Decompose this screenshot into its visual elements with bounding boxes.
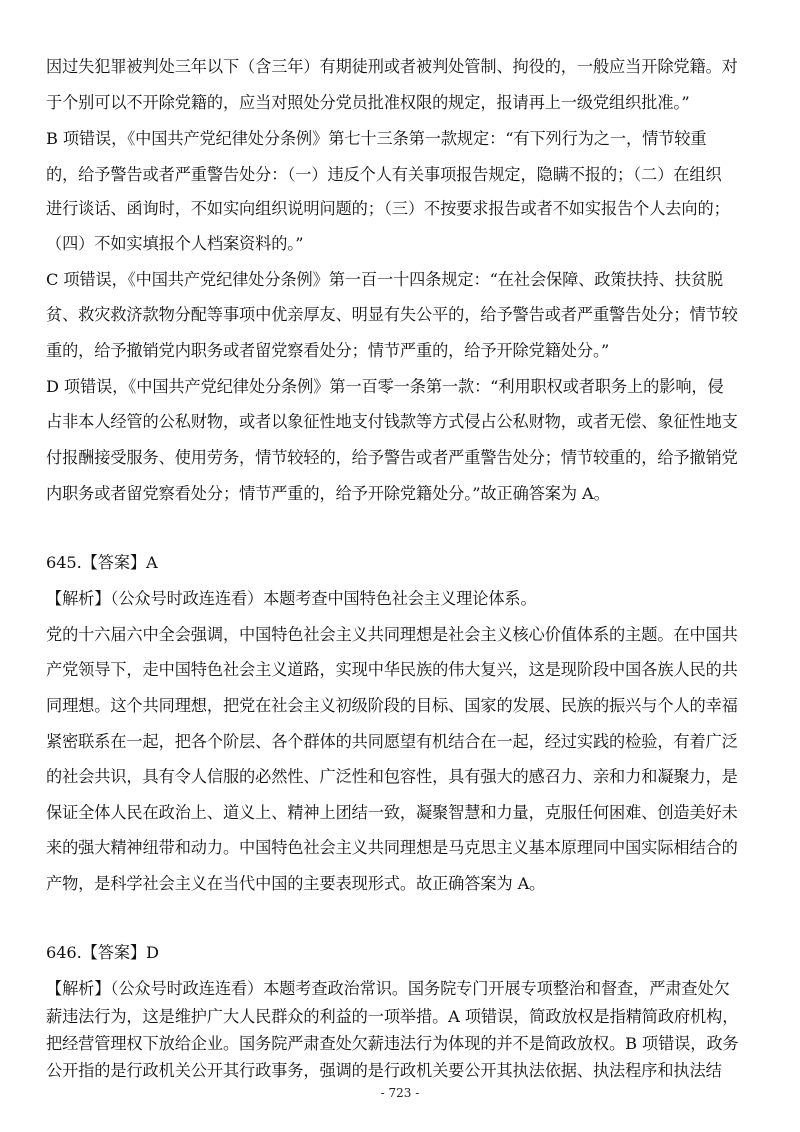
page-number: - 723 -: [380, 1086, 420, 1100]
text-line: 重的，给予撤销党内职务或者留党察看处分；情节严重的，给予开除党籍处分。”: [46, 341, 610, 360]
text-line: 【解析】（公众号时政连连看）本题考查政治常识。国务院专门开展专项整治和督查，严肃查处欠: [46, 979, 730, 998]
text-line: 于个别可以不开除党籍的，应当对照处分党员批准权限的规定，报请再上一级党组织批准。”: [46, 93, 690, 112]
text-line: 的，给予警告或者严重警告处分：（一）违反个人有关事项报告规定，隐瞒不报的；（二）在组织: [46, 165, 722, 184]
text-line: 贫、救灾救济款物分配等事项中优亲厚友、明显有失公平的，给予警告或者严重警告处分；情节较: [46, 305, 738, 324]
answer-heading: 645.【答案】A: [46, 553, 158, 572]
text-line: （四）不如实填报个人档案资料的。”: [46, 234, 304, 253]
text-line: 党的十六届六中全会强调，中国特色社会主义共同理想是社会主义核心价值体系的主题。在中国共: [46, 625, 738, 644]
text-line: 产党领导下，走中国特色社会主义道路，实现中华民族的伟大复兴，这是现阶段中国各族人民的共: [46, 660, 738, 679]
text-line: 的社会共识，具有令人信服的必然性、广泛性和包容性，具有强大的感召力、亲和力和凝聚力，是: [46, 767, 738, 786]
text-line: 付报酬接受服务、使用劳务，情节较轻的，给予警告或者严重警告处分；情节较重的，给予撤销党: [46, 448, 738, 467]
text-line: 产物，是科学社会主义在当代中国的主要表现形式。故正确答案为 A。: [46, 874, 546, 893]
text-line: 同理想。这个共同理想，把党在社会主义初级阶段的目标、国家的发展、民族的振兴与个人的幸福: [46, 696, 738, 715]
text-line: B 项错误，《中国共产党纪律处分条例》第七十三条第一款规定：“有下列行为之一，情节较重: [46, 129, 707, 148]
answer-heading: 646.【答案】D: [46, 943, 159, 962]
text-line: D 项错误，《中国共产党纪律处分条例》第一百零一条第一款：“利用职权或者职务上的影响，侵: [46, 377, 724, 396]
text-line: 保证全体人民在政治上、道义上、精神上团结一致，凝聚智慧和力量，克服任何困难、创造美好未: [46, 803, 738, 822]
text-line: 薪违法行为，这是维护广大人民群众的利益的一项举措。A 项错误，简政放权是指精简政府机构，: [46, 1007, 739, 1026]
text-line: 紧密联系在一起，把各个阶层、各个群体的共同愿望有机结合在一起，经过实践的检验，有着广泛: [46, 732, 738, 751]
text-line: 把经营管理权下放给企业。国务院严肃查处欠薪违法行为体现的并不是简政放权。B 项错误，政务: [46, 1034, 739, 1053]
text-line: 因过失犯罪被判处三年以下（含三年）有期徒刑或者被判处管制、拘役的，一般应当开除党籍。对: [46, 57, 738, 76]
text-line: 占非本人经管的公私财物，或者以象征性地支付钱款等方式侵占公私财物，或者无偿、象征性地支: [46, 412, 738, 431]
text-line: 公开指的是行政机关公开其行政事务，强调的是行政机关要公开其执法依据、执法程序和执法结: [46, 1061, 722, 1080]
text-line: 来的强大精神纽带和动力。中国特色社会主义共同理想是马克思主义基本原理同中国实际相结合的: [46, 838, 738, 857]
text-line: C 项错误，《中国共产党纪律处分条例》第一百一十四条规定：“在社会保障、政策扶持、扶贫脱: [46, 270, 723, 289]
text-line: 【解析】（公众号时政连连看）本题考查中国特色社会主义理论体系。: [46, 589, 537, 608]
text-line: 进行谈话、函询时，不如实向组织说明问题的；（三）不按要求报告或者不如实报告个人去向的；: [46, 199, 730, 218]
text-line: 内职务或者留党察看处分；情节严重的，给予开除党籍处分。”故正确答案为 A。: [46, 484, 610, 503]
